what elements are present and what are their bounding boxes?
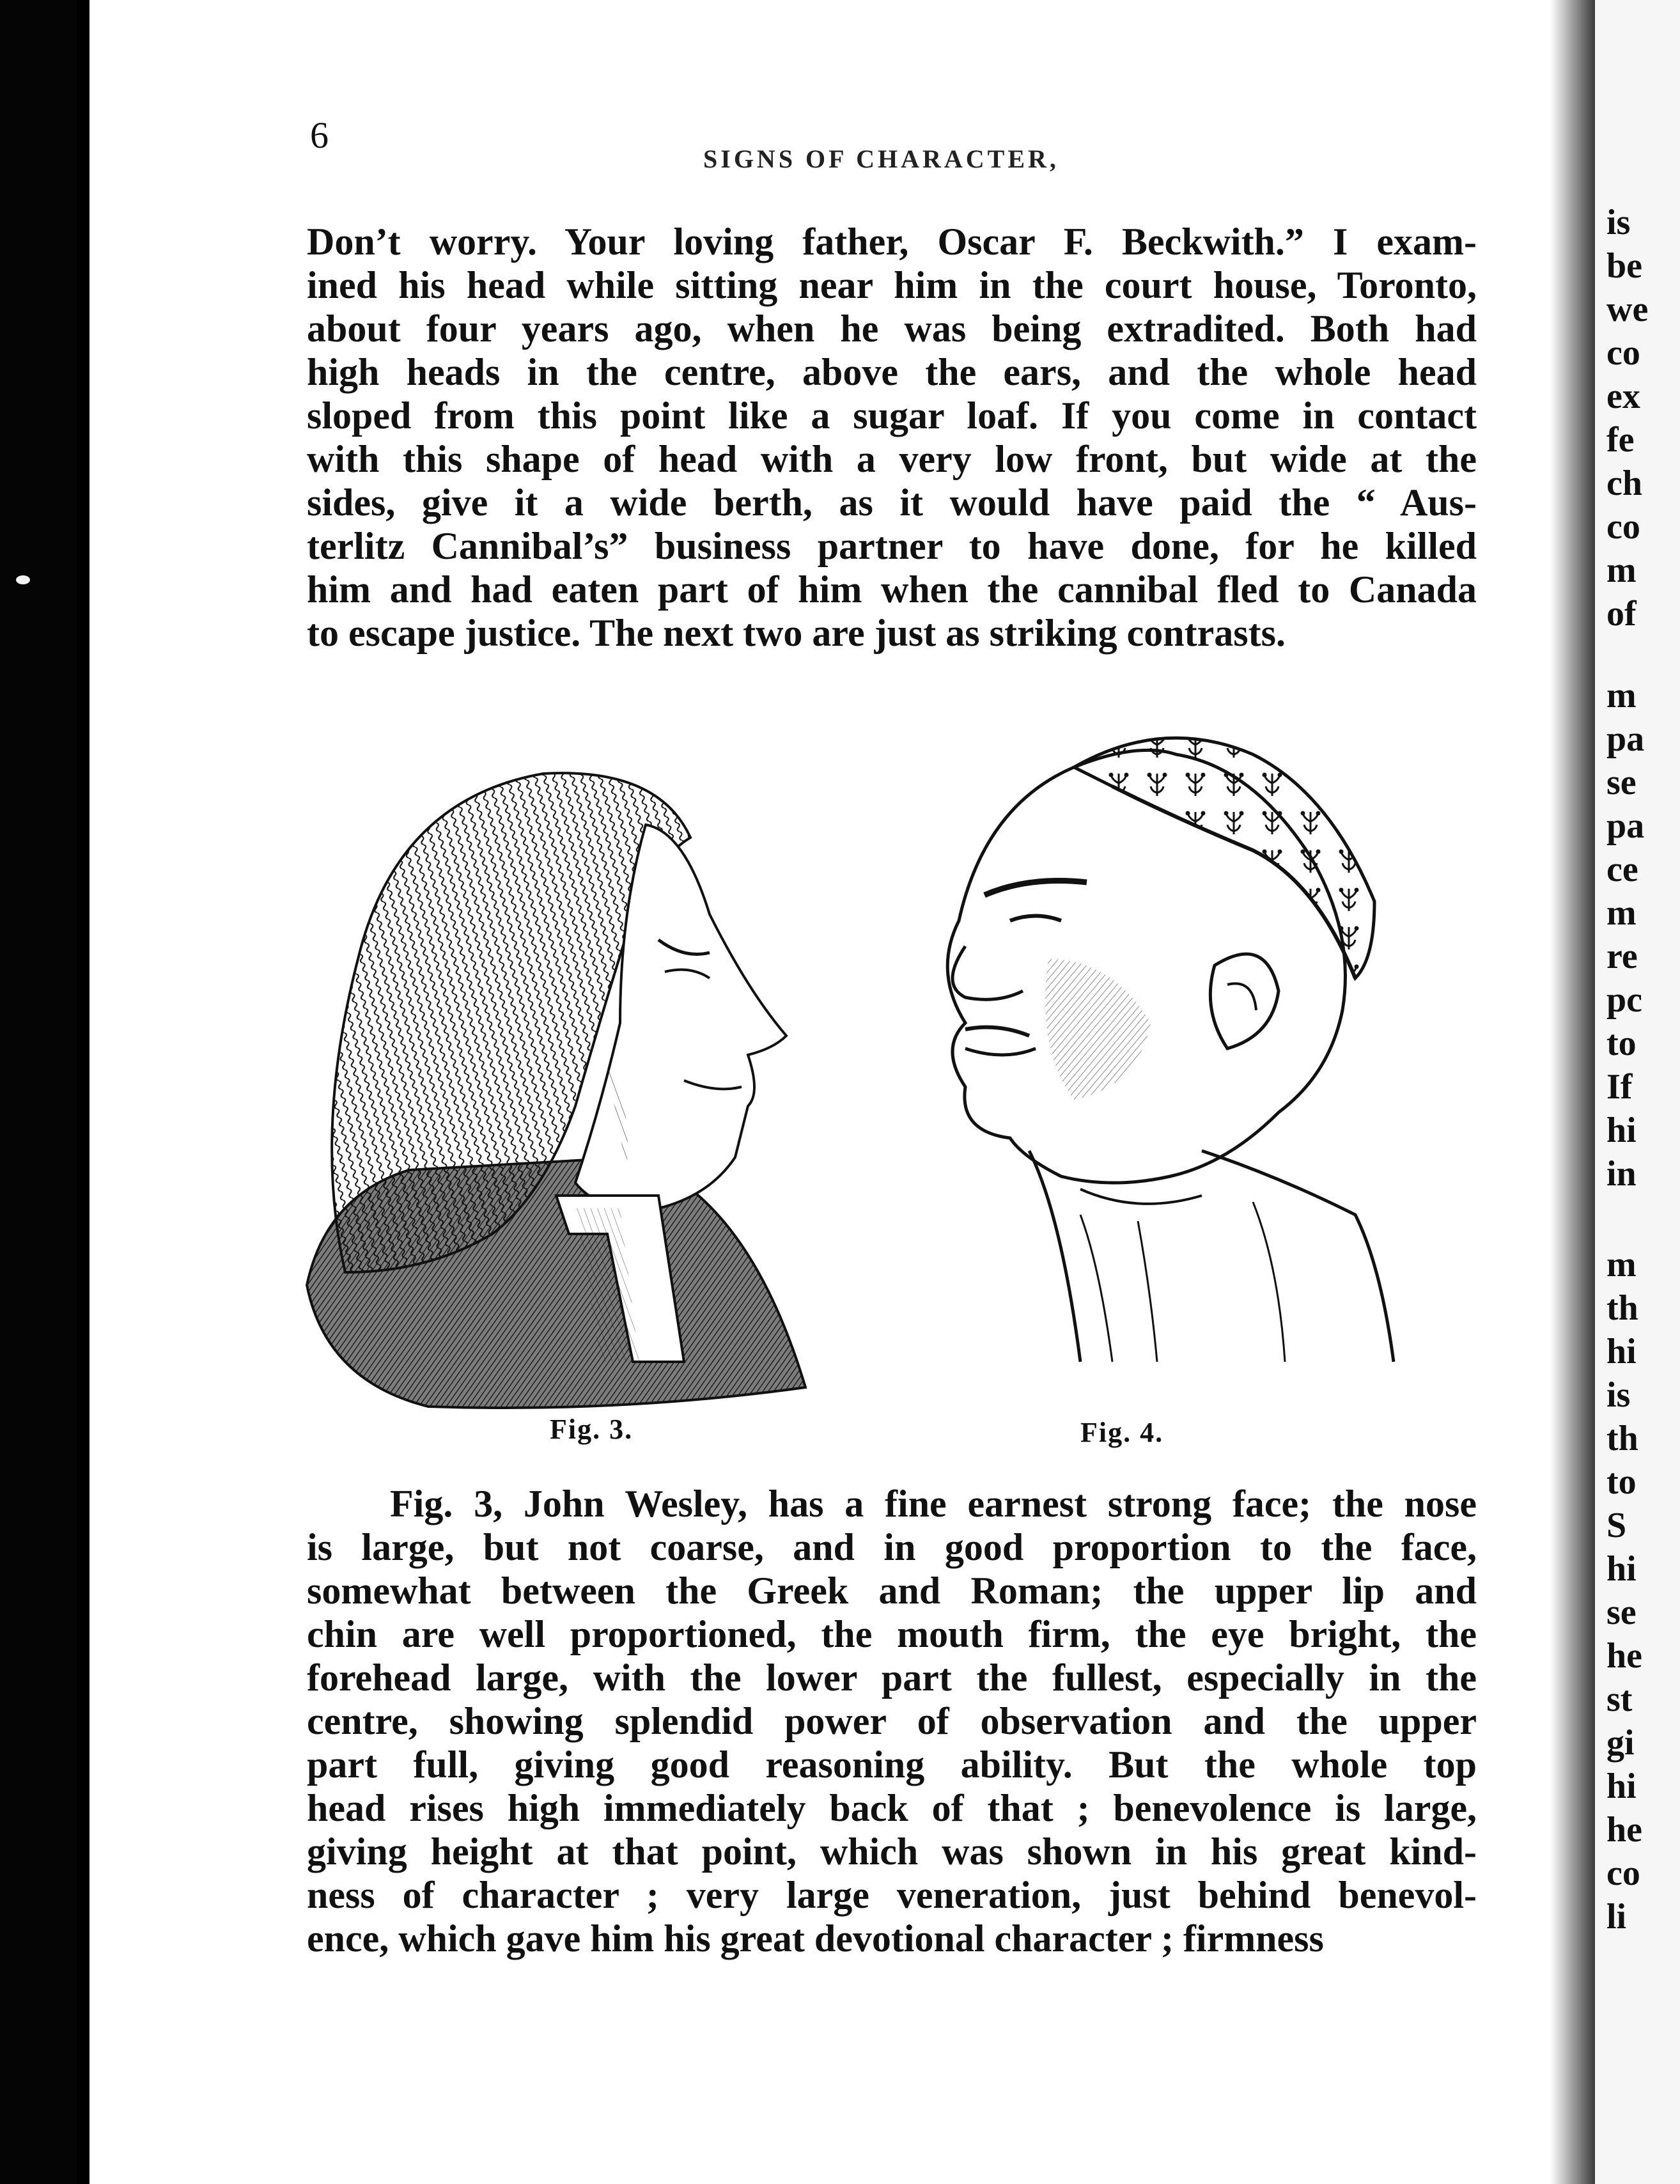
adjacent-page-fragment: hi xyxy=(1606,1549,1637,1589)
adjacent-page-fragment: re xyxy=(1606,937,1638,976)
text-line: forehead large, with the lower part the fullest, especially in the xyxy=(307,1657,1477,1699)
adjacent-page-fragment: we xyxy=(1606,290,1649,329)
text-line: sides, give it a wide berth, as it would have paid the “ Aus- xyxy=(307,481,1477,524)
adjacent-page-fragment: of xyxy=(1606,594,1637,634)
adjacent-page-fragment: he xyxy=(1606,1810,1642,1850)
page-gutter-shadow xyxy=(1550,0,1595,2184)
figure-4-caption: Fig. 4. xyxy=(1080,1417,1164,1448)
adjacent-page-fragment: pa xyxy=(1606,806,1645,846)
paragraph-bottom xyxy=(307,1482,1477,1960)
adjacent-page-fragment: li xyxy=(1606,1897,1627,1937)
figure-3-caption: Fig. 3. xyxy=(550,1414,634,1445)
adjacent-page-fragment: is xyxy=(1606,203,1631,242)
adjacent-page-fragment: to xyxy=(1606,1462,1637,1502)
adjacent-page-fragment: st xyxy=(1606,1680,1633,1719)
adjacent-page-fragment: m xyxy=(1606,550,1637,590)
adjacent-page-fragment: th xyxy=(1606,1288,1638,1328)
adjacent-page-fragment: se xyxy=(1606,1593,1637,1632)
text-line: terlitz Cannibal’s” business partner to have done, for he killed xyxy=(307,525,1477,567)
adjacent-page-fragment: hi xyxy=(1606,1767,1637,1806)
dust-speck xyxy=(16,575,30,584)
adjacent-page-fragment: th xyxy=(1606,1419,1638,1458)
adjacent-page-fragment: ce xyxy=(1606,850,1638,889)
adjacent-page-fragment: ch xyxy=(1606,464,1642,503)
text-line: giving height at that point, which was shown in his great kind- xyxy=(307,1830,1477,1873)
adjacent-page-fragment: gi xyxy=(1606,1723,1635,1763)
adjacent-page-fragment: ex xyxy=(1606,377,1640,416)
text-line: part full, giving good reasoning ability. But the whole top xyxy=(307,1743,1477,1786)
text-line: ence, which gave him his great devotional character ; firmness xyxy=(307,1917,1324,1960)
adjacent-page-fragment: pa xyxy=(1606,719,1645,759)
adjacent-page-fragment: co xyxy=(1606,1853,1640,1893)
adjacent-page-fragment: co xyxy=(1606,507,1640,547)
adjacent-page-fragment: be xyxy=(1606,246,1642,286)
text-line: Fig. 3, John Wesley, has a fine earnest strong face; the nose xyxy=(390,1483,1477,1525)
adjacent-page-fragment: m xyxy=(1606,893,1637,933)
text-line: to escape justice. The next two are just as striking contrasts. xyxy=(307,612,1286,654)
left-margin-shadow xyxy=(0,0,77,2184)
text-line: ness of character ; very large veneration, just behind benevol- xyxy=(307,1874,1477,1916)
text-line: with this shape of head with a very low front, but wide at the xyxy=(307,438,1477,480)
adjacent-page-fragment: m xyxy=(1606,676,1637,715)
text-line: high heads in the centre, above the ears, and the whole head xyxy=(307,351,1477,393)
adjacent-page-fragment: is xyxy=(1606,1375,1631,1415)
text-line: ined his head while sitting near him in the court house, Toronto, xyxy=(307,264,1477,306)
running-head: SIGNS OF CHARACTER, xyxy=(703,144,1059,173)
text-line: chin are well proportioned, the mouth firm, the eye bright, the xyxy=(307,1613,1477,1655)
adjacent-page-fragment: pc xyxy=(1606,980,1642,1020)
adjacent-page-fragment: hi xyxy=(1606,1332,1637,1371)
adjacent-page-fragment: m xyxy=(1606,1245,1637,1284)
text-line: head rises high immediately back of that ; benevolence is large, xyxy=(307,1787,1477,1829)
text-line: centre, showing splendid power of observation and the upper xyxy=(307,1700,1477,1742)
adjacent-page-fragment: co xyxy=(1606,333,1640,373)
adjacent-page-fragment: he xyxy=(1606,1636,1642,1676)
text-line: about four years ago, when he was being extradited. Both had xyxy=(307,308,1477,350)
adjacent-page-fragment: to xyxy=(1606,1024,1637,1063)
figure-4-engraving xyxy=(869,690,1445,1381)
page-number: 6 xyxy=(310,114,329,156)
adjacent-page-fragment: se xyxy=(1606,763,1637,802)
adjacent-page-fragment: If xyxy=(1606,1067,1633,1107)
adjacent-page-fragment: fe xyxy=(1606,420,1635,460)
text-line: somewhat between the Greek and Roman; the upper lip and xyxy=(307,1570,1477,1612)
adjacent-page-fragment: S xyxy=(1606,1506,1627,1545)
text-line: sloped from this point like a sugar loaf. If you come in contact xyxy=(307,394,1477,437)
adjacent-page-edge xyxy=(1595,0,1680,2184)
figure-3-engraving xyxy=(300,748,825,1413)
text-line: is large, but not coarse, and in good proportion to the face, xyxy=(307,1526,1477,1568)
paragraph-top xyxy=(307,220,1477,655)
adjacent-page-fragment: in xyxy=(1606,1154,1637,1194)
text-line: Don’t worry. Your loving father, Oscar F. Beckwith.” I exam- xyxy=(307,221,1477,263)
adjacent-page-fragment: hi xyxy=(1606,1111,1637,1150)
text-line: him and had eaten part of him when the cannibal fled to Canada xyxy=(307,568,1477,611)
